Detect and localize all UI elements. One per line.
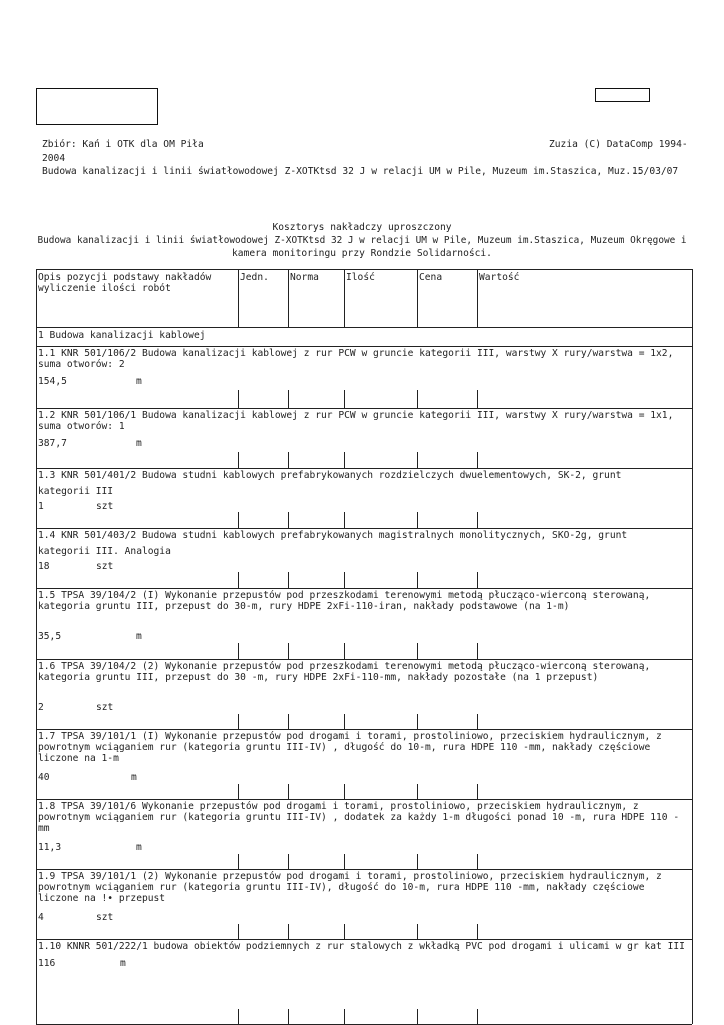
section-rule [36, 346, 692, 347]
item-description: 1.4 KNR 501/403/2 Budowa studni kablowych prefabrykowanych magistralnych monolitycznych, SKO-2g, grunt [38, 530, 628, 541]
column-divider [238, 452, 239, 468]
column-divider [288, 572, 289, 588]
column-divider [417, 452, 418, 468]
item-quantity: 2 [38, 702, 44, 713]
column-divider [36, 269, 37, 1024]
item-description: 1.8 TPSA 39/101/6 Wykonanie przepustów pod drogami i torami, prostoliniowo, przeciskiem hydraulicznym, z powrotnym wciąganiem rur (kategoria gruntu III-IV) , dodatek za każdy 1-m długości ponad 10 -m, rura HDPE 110 -mm [38, 801, 680, 834]
row-rule [36, 659, 692, 660]
item-description: 1.2 KNR 501/106/1 Budowa kanalizacji kablowej z rur PCW w gruncie kategorii III, warstwy X rury/warstwa = 1x1, suma otworów: 1 [38, 410, 674, 432]
column-divider [477, 512, 478, 528]
item-quantity: 1 [38, 501, 44, 512]
item-description: 1.10 KNNR 501/222/1 budowa obiektów podziemnych z rur stalowych z wkładką PVC pod drogami i ulicami w gr kat III [38, 941, 685, 952]
item-quantity: 116 [38, 958, 56, 969]
column-divider [344, 714, 345, 729]
column-divider [344, 512, 345, 528]
item-unit: m [136, 842, 142, 853]
column-header-jedn: Jedn. [240, 272, 269, 283]
column-divider [238, 854, 239, 869]
column-divider [288, 452, 289, 468]
item-unit: szt [96, 912, 114, 923]
table-top-rule [36, 269, 692, 270]
column-header-cena: Cena [419, 272, 443, 283]
item-quantity: 40 [38, 772, 50, 783]
column-divider [477, 784, 478, 799]
item-quantity: 35,5 [38, 631, 62, 642]
column-divider [417, 269, 418, 327]
column-divider [477, 1009, 478, 1024]
column-divider [417, 643, 418, 659]
column-divider [417, 714, 418, 729]
item-unit: szt [96, 561, 114, 572]
page-number-box [595, 88, 650, 102]
column-divider [288, 643, 289, 659]
column-divider [344, 390, 345, 408]
column-divider [417, 1009, 418, 1024]
column-divider [238, 512, 239, 528]
item-unit: m [136, 631, 142, 642]
item-unit: szt [96, 702, 114, 713]
column-divider [238, 784, 239, 799]
column-divider [417, 390, 418, 408]
item-description: 1.9 TPSA 39/101/1 (2) Wykonanie przepustów pod drogami i torami, prostoliniowo, przeciskiem hydraulicznym, z powrotnym wciąganiem rur (kategoria gruntu III-IV), długość do 10-m, rura HDPE 110 -mm, nakłady częściowe liczone na !• przepust [38, 871, 662, 904]
item-unit: m [131, 772, 137, 783]
column-divider [344, 924, 345, 939]
item-unit: m [136, 438, 142, 449]
column-divider [238, 643, 239, 659]
column-divider [344, 643, 345, 659]
column-divider [344, 854, 345, 869]
row-rule [36, 468, 692, 469]
logo-box [36, 88, 158, 125]
column-divider [477, 854, 478, 869]
row-rule [36, 528, 692, 529]
column-divider [288, 924, 289, 939]
column-divider [344, 452, 345, 468]
item-description: 1.3 KNR 501/401/2 Budowa studni kablowych prefabrykowanych rozdzielczych dwuelementowych, SK-2, grunt [38, 470, 622, 481]
item-quantity: 4 [38, 912, 44, 923]
column-divider [477, 572, 478, 588]
row-rule [36, 939, 692, 940]
row-rule [36, 729, 692, 730]
item-unit: szt [96, 501, 114, 512]
column-divider [344, 784, 345, 799]
column-divider [477, 390, 478, 408]
column-divider [238, 1009, 239, 1024]
row-rule [36, 408, 692, 409]
column-divider [344, 572, 345, 588]
column-divider [288, 784, 289, 799]
column-divider [238, 269, 239, 327]
document-subtitle-cont: kamera monitoringu przy Rondzie Solidarności. [232, 248, 492, 259]
column-divider [417, 572, 418, 588]
column-divider [288, 269, 289, 327]
software-year: 2004 [42, 153, 66, 164]
item-description: 1.6 TPSA 39/104/2 (2) Wykonanie przepustów pod przeszkodami terenowymi metodą płucząco-wierconą sterowaną, kategoria gruntu III, przepust do 30 -m, rury HDPE 2xFi-110-mm, nakłady pozostałe (na 1 przepust) [38, 661, 651, 683]
item-unit: m [136, 376, 142, 387]
header-bottom-rule [36, 327, 692, 328]
row-rule [36, 799, 692, 800]
column-divider [288, 512, 289, 528]
column-divider [238, 714, 239, 729]
item-description-cont: kategorii III. Analogia [38, 546, 171, 557]
column-divider [417, 784, 418, 799]
item-quantity: 18 [38, 561, 50, 572]
collection-label: Zbiór: Kań i OTK dla OM Piła [42, 139, 204, 150]
column-divider [417, 512, 418, 528]
project-name-header: Budowa kanalizacji i linii światłowodowej Z-XOTKtsd 32 J w relacji UM w Pile, Muzeum im.Staszica, Muz... [42, 166, 643, 177]
item-quantity: 11,3 [38, 842, 62, 853]
document-title: Kosztorys nakładczy uproszczony [272, 222, 452, 233]
section-title: 1 Budowa kanalizacji kablowej [38, 330, 206, 341]
column-divider [692, 269, 693, 1024]
column-divider [288, 1009, 289, 1024]
cost-estimate-table [36, 269, 692, 1024]
row-rule [36, 588, 692, 589]
document-date: 15/03/07 [632, 166, 679, 177]
column-divider [344, 269, 345, 327]
row-rule [36, 869, 692, 870]
item-description-cont: kategorii III [38, 486, 114, 497]
column-divider [417, 924, 418, 939]
column-divider [477, 924, 478, 939]
item-description: 1.7 TPSA 39/101/1 (I) Wykonanie przepustów pod drogami i torami, prostoliniowo, przeciskiem hydraulicznym, z powrotnym wciąganiem rur (kategoria gruntu III-IV) , długość do 10-m, rura HDPE 110 -mm, nakłady częściowe liczone na 1-m [38, 731, 662, 764]
item-unit: m [120, 958, 126, 969]
column-header-opis: Opis pozycji podstawy nakładów wyliczenie ilości robót [38, 272, 212, 294]
item-description: 1.5 TPSA 39/104/2 (I) Wykonanie przepustów pod przeszkodami terenowymi metodą płucząco-wierconą sterowaną, kategoria gruntu III, przepust do 30-m, rury HDPE 2xFi-110-iran, nakłady podstawowe (na 1-m) [38, 590, 651, 612]
column-header-norma: Norma [290, 272, 319, 283]
item-quantity: 387,7 [38, 438, 67, 449]
software-credit: Zuzia (C) DataComp 1994- [549, 139, 688, 150]
column-divider [288, 854, 289, 869]
column-divider [417, 854, 418, 869]
column-divider [238, 390, 239, 408]
column-divider [288, 390, 289, 408]
item-quantity: 154,5 [38, 376, 67, 387]
column-divider [238, 572, 239, 588]
column-divider [344, 1009, 345, 1024]
column-header-ilosc: Ilość [346, 272, 375, 283]
column-divider [477, 452, 478, 468]
column-divider [477, 643, 478, 659]
column-divider [288, 714, 289, 729]
item-description: 1.1 KNR 501/106/2 Budowa kanalizacji kablowej z rur PCW w gruncie kategorii III, warstwy X rury/warstwa = 1x2, suma otworów: 2 [38, 348, 674, 370]
document-subtitle: Budowa kanalizacji i linii światłowodowej Z-XOTKtsd 32 J w relacji UM w Pile, Muzeum im.Staszica, Muzeum Okręgowe i [37, 235, 687, 246]
column-header-wartosc: Wartość [479, 272, 520, 283]
column-divider [477, 269, 478, 327]
column-divider [238, 924, 239, 939]
column-divider [477, 714, 478, 729]
